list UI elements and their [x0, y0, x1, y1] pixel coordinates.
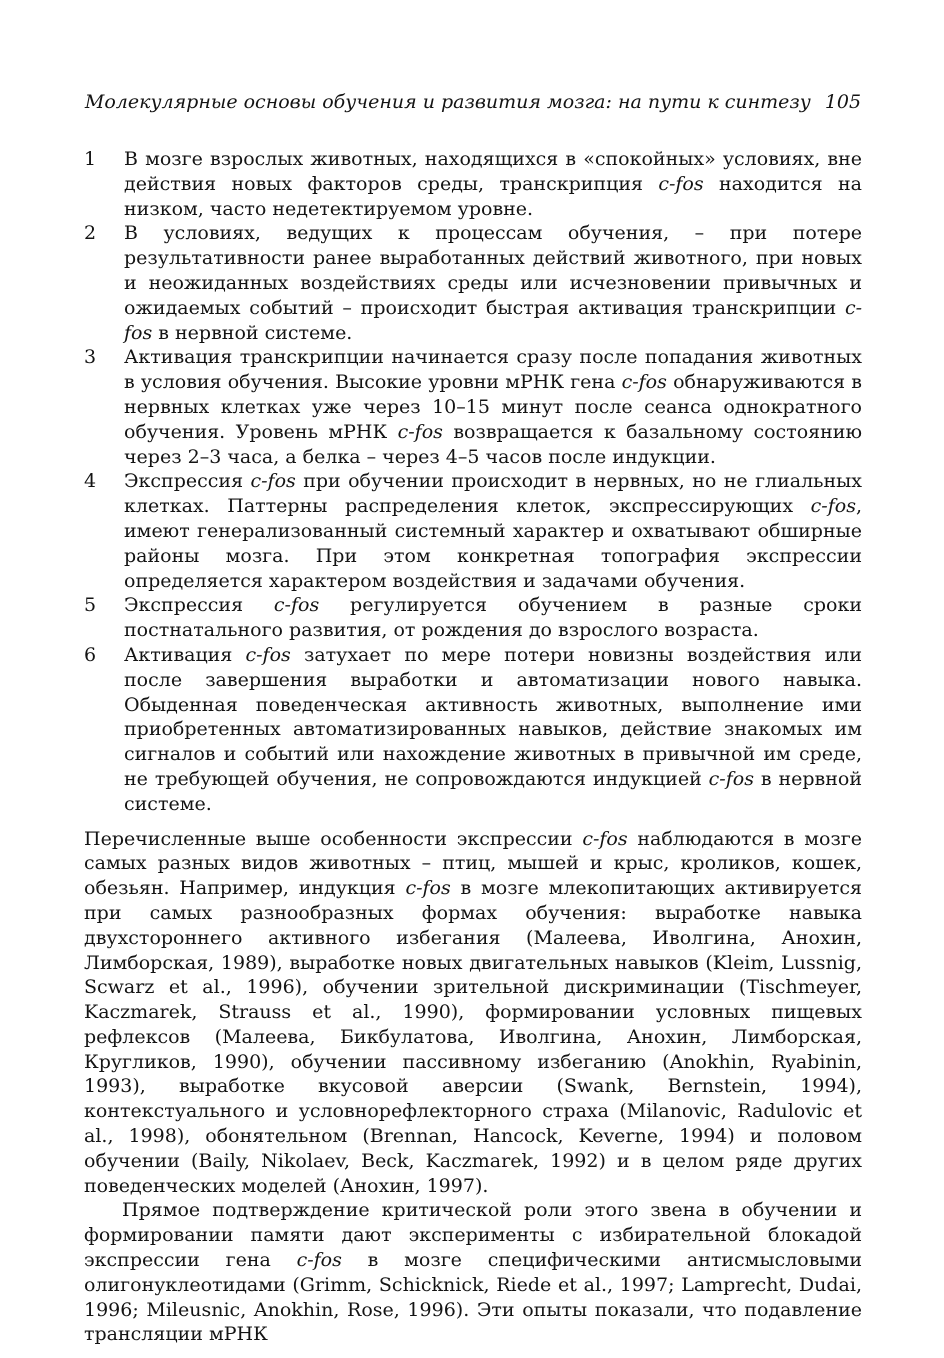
list-item [84, 469, 862, 593]
gene-name-italic: c-fos [810, 495, 856, 518]
list-item [84, 643, 862, 817]
list-item-number: 2 [84, 222, 97, 245]
list-item [84, 221, 862, 345]
list-item-number: 1 [84, 148, 97, 170]
list-item-text: В условиях, ведущих к процессам обучения, – при потере результативности ранее выработанных действий животного, при новых и неожиданных воздействиях среды или исчезновении привычных и ожидаемых событий – происходит быстрая активация транскрипции c-fos в нервной системе. [124, 222, 862, 344]
page-number: 105 [824, 91, 862, 113]
gene-name-italic: c-fos [582, 827, 628, 850]
gene-name-italic: c-fos [621, 371, 667, 394]
list-item [84, 147, 862, 221]
gene-name-italic: c-fos [124, 296, 862, 344]
running-head [84, 90, 862, 115]
gene-name-italic: c-fos [245, 643, 291, 666]
list-item-text: Активация транскрипции начинается сразу после попадания животных в условия обучения. Высокие уровни мРНК гена c-fos обнаруживаются в нервных клетках уже через 10–15 минут после сеанса однократного обучения. Уровень мРНК c-fos возвращается к базальному состоянию через 2–3 часа, а белка – через 4–5 часов после индукции. [124, 346, 862, 468]
body-paragraphs [84, 827, 862, 1348]
gene-name-italic: c-fos [708, 767, 754, 790]
gene-name-italic: c-fos [405, 877, 451, 900]
list-item-text: В мозге взрослых животных, находящихся в «спокойных» условиях, вне действия новых факторов среды, транскрипция c-fos находится на низком, часто недетектируемом уровне. [124, 148, 863, 220]
list-item [84, 593, 862, 643]
list-item-text: Экспрессия c-fos при обучении происходит в нервных, но не глиальных клетках. Паттерны распределения клеток, экспрессирующих c-fos, имеют генерализованный системный характер и охватывают обширные районы мозга. При этом конкретная топография экспрессии определяется характером воздействия и задачами обучения. [124, 470, 862, 592]
list-item-text: Экспрессия c-fos регулируется обучением в разные сроки постнатального развития, от рождения до взрослого возраста. [124, 594, 862, 642]
list-item [84, 345, 862, 469]
list-item-text: Активация c-fos затухает по мере потери новизны воздействия или после завершения выработки и автоматизации нового навыка. Обыденная поведенческая активность животных, выполнение ими приобретенных автоматизированных навыков, действие знакомых им сигналов и событий или нахождение животных в привычной им среде, не требующей обучения, не сопровождаются индукцией c-fos в нервной системе. [124, 643, 862, 815]
gene-name-italic: c-fos [658, 172, 704, 195]
list-item-number: 5 [84, 594, 97, 617]
body-paragraph: Перечисленные выше особенности экспрессии c-fos наблюдаются в мозге самых разных видов животных – птиц, мышей и крыс, кроликов, кошек, обезьян. Например, индукция c-fos в мозге млекопитающих активируется при самых разнообразных формах обучения: выработке навыка двухстороннего активного избегания (Малеева, Иволгина, Анохин, Лимборская, 1989), выработке новых двигательных навыков (Kleim, Lussnig, Scwarz et al., 1996), обучении зрительной дискриминации (Tischmeyer, Kaczmarek, Strauss et al., 1990), формировании условных пищевых рефлексов (Малеева, Бикбулатова, Иволгина, Анохин, Лимборская, Кругликов, 1990), обучении пассивному избеганию (Anokhin, Ryabinin, 1993), выработке вкусовой аверсии (Swank, Bernstein, 1994), контекстуального и условнорефлекторного страха (Milanovic, Radulovic et al., 1998), обонятельном (Brennan, Hancock, Keverne, 1994) и половом обучении (Baily, Nikolaev, Beck, Kaczmarek, 1992) и в целом ряде других поведенческих моделей (Анохин, 1997). [84, 827, 863, 1197]
gene-name-italic: c-fos [397, 420, 443, 443]
gene-name-italic: c-fos [250, 470, 296, 493]
list-item-number: 6 [84, 643, 97, 666]
numbered-list [84, 147, 862, 817]
gene-name-italic: c-fos [296, 1249, 342, 1272]
body-paragraph: Прямое подтверждение критической роли этого звена в обучении и формировании памяти дают эксперименты с избирательной блокадой экспрессии гена c-fos в мозге специфическими антисмысловыми олигонуклеотидами (Grimm, Schicknick, Riede et al., 1997; Lamprecht, Dudai, 1996; Mileusnic, Anokhin, Rose, 1996). Эти опыты показали, что подавление трансляции мРНК [84, 1199, 862, 1346]
list-item-number: 4 [84, 470, 97, 493]
list-item-number: 3 [84, 346, 97, 369]
running-head-title: Молекулярные основы обучения и развития мозга: на пути к синтезу [84, 91, 811, 113]
gene-name-italic: c-fos [273, 594, 320, 617]
